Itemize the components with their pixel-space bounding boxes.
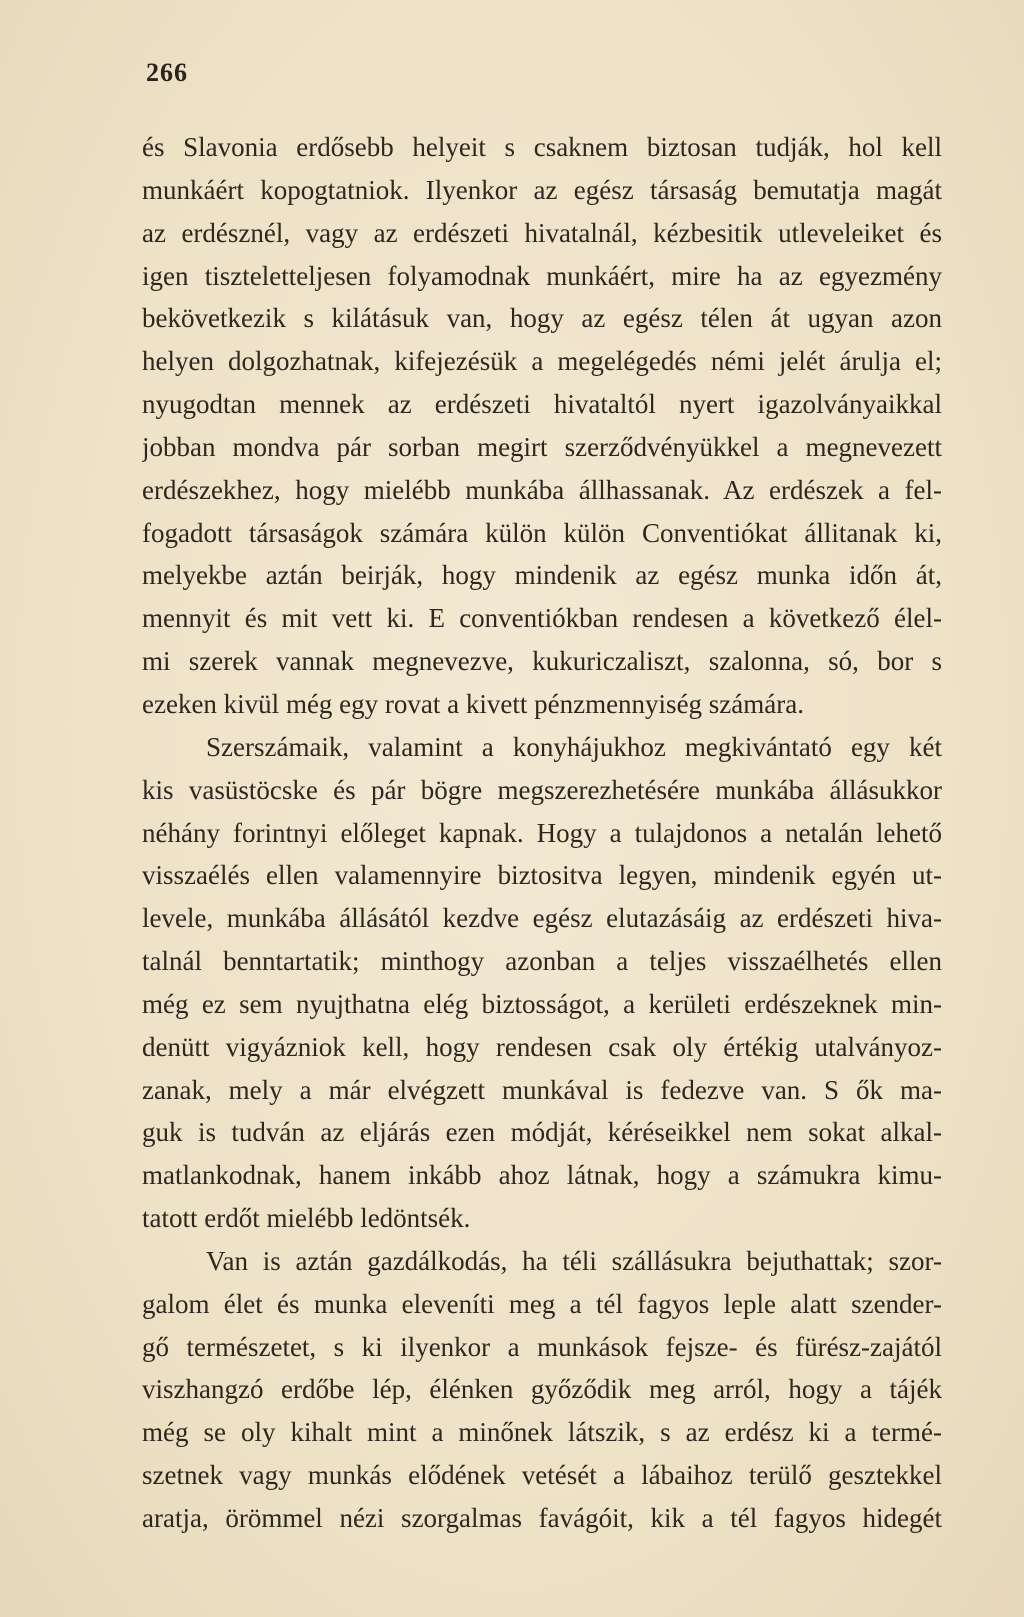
text-line: visszaélés ellen valamennyire biztositva legyen, mindenik egyén ut-: [142, 860, 942, 891]
text-line: denütt vigyázniok kell, hogy rendesen csak oly értékig utalványoz-: [142, 1031, 942, 1062]
text-line: nyugodtan mennek az erdészeti hivataltól nyert igazolványaikkal: [142, 389, 942, 420]
text-line: mi szerek vannak megnevezve, kukuriczaliszt, szalonna, só, bor s: [142, 646, 942, 677]
text-line: kis vasüstöcske és pár bögre megszerezhetésére munkába állásukkor: [142, 774, 942, 805]
text-line: munkáért kopogtatniok. Ilyenkor az egész társaság bemutatja magát: [142, 174, 942, 205]
page-number: 266: [146, 58, 188, 87]
text-line: melyekbe aztán beirják, hogy mindenik az egész munka időn át,: [142, 560, 942, 591]
text-line: levele, munkába állásától kezdve egész elutazásáig az erdészeti hiva-: [142, 903, 942, 934]
text-line: ezeken kivül még egy rovat a kivett pénzmennyiség számára.: [142, 688, 804, 719]
body-text: [142, 126, 942, 1540]
text-line: és Slavonia erdősebb helyeit s csaknem biztosan tudják, hol kell: [142, 132, 942, 162]
text-line: talnál benntartatik; minthogy azonban a teljes visszaélhetés ellen: [142, 946, 942, 977]
text-line: fogadott társaságok számára külön külön Conventiókat állitanak ki,: [142, 517, 942, 548]
text-line: aratja, örömmel nézi szorgalmas favágóit, kik a tél fagyos hidegét: [142, 1503, 942, 1533]
text-line: Van is aztán gazdálkodás, ha téli szállásukra bejuthattak; szor-: [206, 1245, 942, 1276]
text-line: tatott erdőt mielébb ledöntsék.: [142, 1203, 471, 1234]
text-line: guk is tudván az eljárás ezen módját, kéréseikkel nem sokat alkal-: [142, 1117, 942, 1148]
text-line: helyen dolgozhatnak, kifejezésük a megelégedés némi jelét árulja el;: [142, 346, 942, 377]
text-line: még ez sem nyujthatna elég biztosságot, a kerületi erdészeknek min-: [142, 988, 942, 1019]
text-line: az erdésznél, vagy az erdészeti hivatalnál, kézbesitik utleveleiket és: [142, 217, 942, 248]
text-line: jobban mondva pár sorban megirt szerződvényükkel a megnevezett: [142, 431, 942, 462]
text-line: még se oly kihalt mint a minőnek látszik, s az erdész ki a termé-: [142, 1417, 942, 1448]
text-line: Szerszámaik, valamint a konyhájukhoz megkivántató egy két: [206, 731, 942, 762]
text-line: néhány forintnyi előleget kapnak. Hogy a tulajdonos a netalán lehető: [142, 817, 942, 848]
text-line: matlankodnak, hanem inkább ahoz látnak, hogy a számukra kimu-: [142, 1160, 942, 1191]
text-line: mennyit és mit vett ki. E conventiókban rendesen a következő élel-: [142, 603, 942, 634]
text-line: zanak, mely a már elvégzett munkával is fedezve van. S ők ma-: [142, 1074, 942, 1105]
text-line: viszhangzó erdőbe lép, élénken győződik meg arról, hogy a tájék: [142, 1374, 942, 1405]
text-line: erdészekhez, hogy mielébb munkába állhassanak. Az erdészek a fel-: [142, 474, 942, 505]
text-line: gő természetet, s ki ilyenkor a munkások fejsze- és fürész-zajától: [142, 1331, 942, 1362]
text-line: bekövetkezik s kilátásuk van, hogy az egész télen át ugyan azon: [142, 303, 942, 334]
text-line: galom élet és munka eleveníti meg a tél fagyos leple alatt szender-: [142, 1288, 942, 1319]
text-line: szetnek vagy munkás elődének vetését a lábaihoz terülő gesztekkel: [142, 1460, 942, 1491]
text-line: igen tiszteletteljesen folyamodnak munkáért, mire ha az egyezmény: [142, 260, 942, 291]
